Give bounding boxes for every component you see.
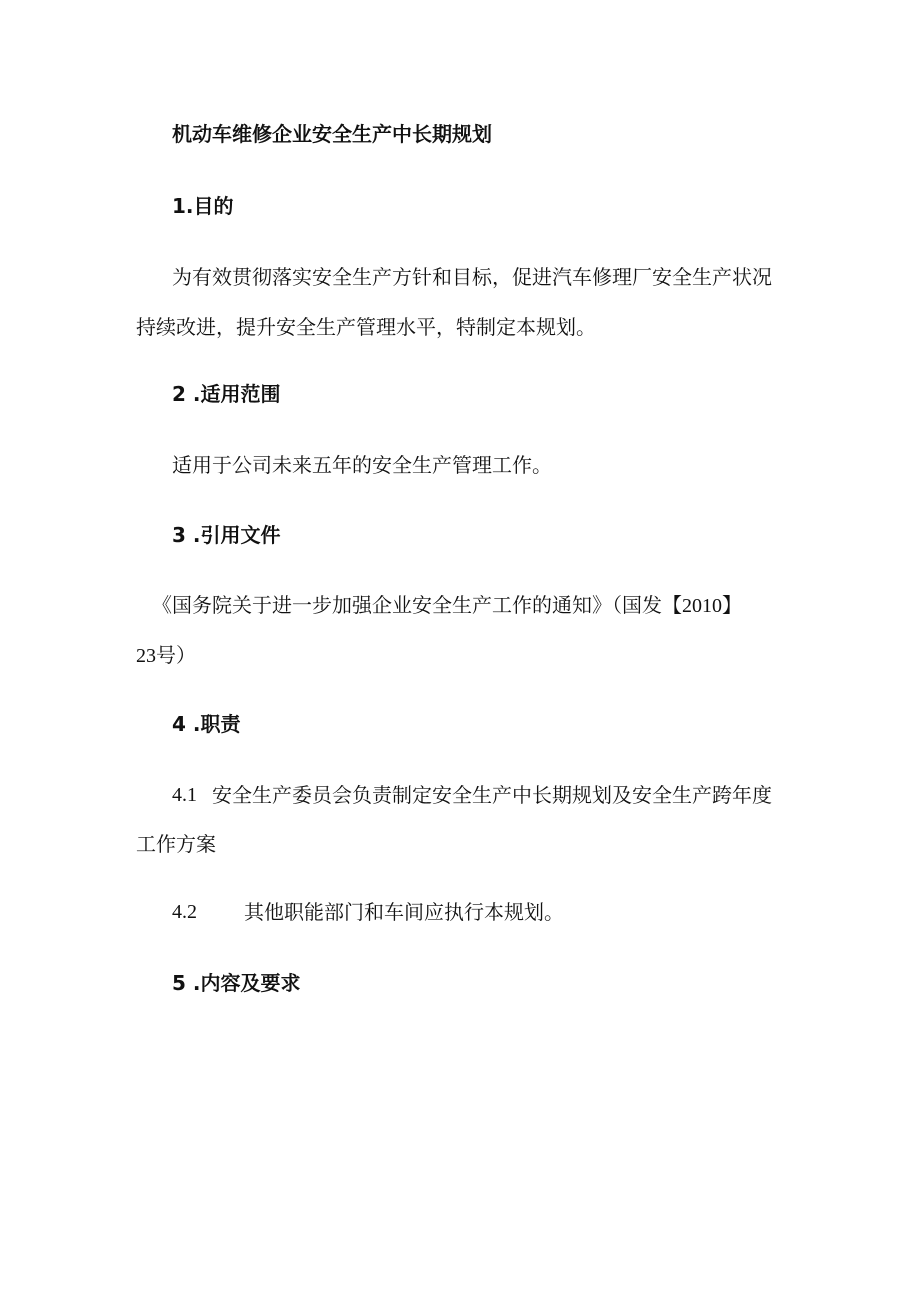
item-4-1-text-line-2: 工作方案 [136,832,216,856]
section-1-heading: 1.目的 [172,194,234,218]
section-2-paragraph: 适用于公司未来五年的安全生产管理工作。 [172,453,552,477]
section-3-reference-line-1: 《国务院关于进一步加强企业安全生产工作的通知》（国发【2010】 [152,595,742,617]
item-4-1-text-line-1: 安全生产委员会负责制定安全生产中长期规划及安全生产跨年度 [212,783,772,807]
section-4-heading: 4 .职责 [172,712,241,736]
item-4-2-number: 4.2 [172,901,197,923]
section-3-reference-line-2: 23号） [136,645,196,667]
item-4-2-text: 其他职能部门和车间应执行本规划。 [244,900,564,924]
section-3-heading: 3 .引用文件 [172,523,281,547]
section-1-paragraph-line-2: 持续改进，提升安全生产管理水平，特制定本规划。 [136,315,596,339]
document-title: 机动车维修企业安全生产中长期规划 [172,122,492,146]
item-4-1-number: 4.1 [172,784,197,806]
section-5-heading: 5 .内容及要求 [172,971,301,995]
section-2-heading: 2 .适用范围 [172,382,281,406]
section-1-paragraph-line-1: 为有效贯彻落实安全生产方针和目标，促进汽车修理厂安全生产状况 [172,265,772,289]
